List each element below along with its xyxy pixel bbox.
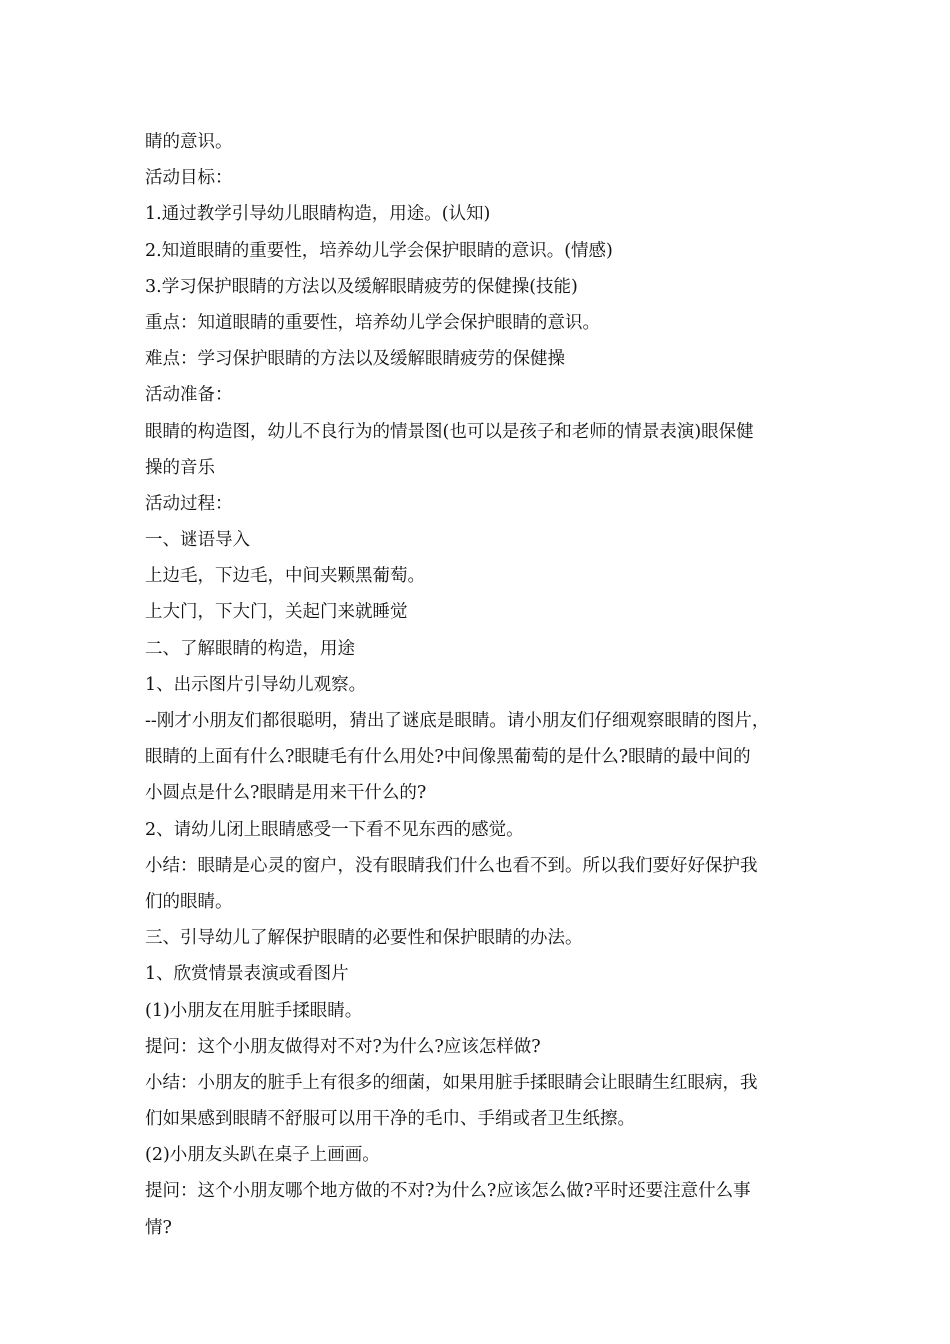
text-line: 一、谜语导入 — [145, 530, 250, 551]
text-line: 小结：小朋友的脏手上有很多的细菌，如果用脏手揉眼睛会让眼睛生红眼病，我 — [145, 1072, 758, 1093]
text-line: 睛的意识。 — [145, 132, 233, 152]
text-line: 小圆点是什么?眼睛是用来干什么的? — [145, 783, 427, 804]
text-line: 眼睛的构造图，幼儿不良行为的情景图(也可以是孩子和老师的情景表演)眼保健 — [145, 421, 754, 442]
text-line: 二、了解眼睛的构造，用途 — [145, 638, 355, 659]
text-line: 操的音乐 — [145, 457, 215, 478]
section-heading: 活动过程： — [145, 493, 233, 514]
text-line: 上边毛，下边毛，中间夹颗黑葡萄。 — [145, 566, 425, 587]
text-line: --刚才小朋友们都很聪明，猜出了谜底是眼睛。请小朋友们仔细观察眼睛的图片， — [145, 711, 770, 731]
text-line: 情? — [145, 1217, 172, 1238]
text-line: 眼睛的上面有什么?眼睫毛有什么用处?中间像黑葡萄的是什么?眼睛的最中间的 — [145, 747, 751, 768]
text-line: 上大门，下大门，关起门来就睡觉 — [145, 602, 408, 623]
section-heading: 活动准备： — [145, 385, 233, 406]
text-line: (1)小朋友在用脏手揉眼睛。 — [145, 1000, 363, 1021]
text-line: 1、欣赏情景表演或看图片 — [145, 964, 349, 985]
text-line: 们的眼睛。 — [145, 891, 233, 912]
text-line: 提问：这个小朋友做得对不对?为什么?应该怎样做? — [145, 1036, 541, 1057]
text-line: 1、出示图片引导幼儿观察。 — [145, 674, 367, 695]
text-line: 三、引导幼儿了解保护眼睛的必要性和保护眼睛的办法。 — [145, 928, 583, 949]
text-line: 1.通过教学引导幼儿眼睛构造，用途。(认知) — [145, 204, 491, 225]
text-line: 小结：眼睛是心灵的窗户，没有眼睛我们什么也看不到。所以我们要好好保护我 — [145, 855, 758, 876]
text-line: 3.学习保护眼睛的方法以及缓解眼睛疲劳的保健操(技能) — [145, 276, 578, 297]
text-line: 2、请幼儿闭上眼睛感受一下看不见东西的感觉。 — [145, 819, 524, 840]
text-line: 2.知道眼睛的重要性，培养幼儿学会保护眼睛的意识。(情感) — [145, 240, 613, 261]
text-line: 难点：学习保护眼睛的方法以及缓解眼睛疲劳的保健操 — [145, 349, 565, 370]
text-line: (2)小朋友头趴在桌子上画画。 — [145, 1145, 380, 1166]
text-line: 重点：知道眼睛的重要性，培养幼儿学会保护眼睛的意识。 — [145, 312, 600, 333]
text-line: 们如果感到眼睛不舒服可以用干净的毛巾、手绢或者卫生纸擦。 — [145, 1109, 635, 1130]
text-line: 提问：这个小朋友哪个地方做的不对?为什么?应该怎么做?平时还要注意什么事 — [145, 1181, 751, 1202]
section-heading: 活动目标： — [145, 168, 233, 189]
document-body — [145, 124, 810, 1246]
